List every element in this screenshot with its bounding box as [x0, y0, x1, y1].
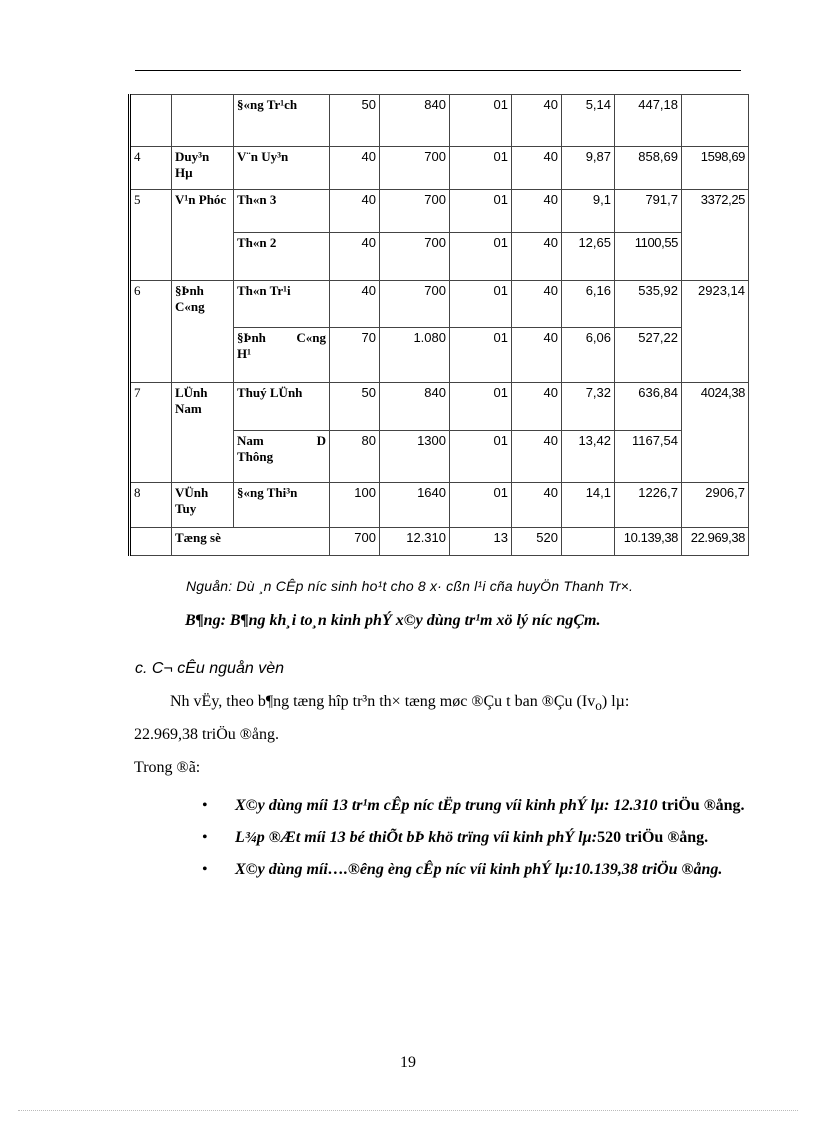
value-cell: 9,87	[562, 147, 615, 190]
value-cell: 840	[380, 383, 450, 431]
grand-total-cell: 22.969,38	[682, 528, 749, 556]
subtotal-cell: 1598,69	[682, 147, 749, 190]
subtotal-cell: 4024,38	[682, 383, 749, 483]
subtotal-cell	[682, 95, 749, 147]
row-number	[130, 95, 172, 147]
value-cell: 40	[512, 483, 562, 528]
row-number: 4	[130, 147, 172, 190]
page-edge	[18, 1110, 798, 1111]
bullet-text: X©y dùng míi….®êng èng cÊp níc víi kinh phÝ lµ:10.139,38 triÖu ®ång.	[235, 861, 723, 878]
location-cell: V¨n Uy³n	[234, 147, 330, 190]
location-word: §Þnh	[237, 330, 266, 345]
location-cell: Th«n Tr¹i	[234, 281, 330, 328]
value-cell: 1100,55	[615, 233, 682, 281]
bullet-text: X©y dùng míi 13 tr¹m cÊp níc tËp trung víi kinh phÝ lµ: 12.310	[235, 797, 658, 814]
location-word: H¹	[237, 346, 252, 361]
location-word: Thông	[237, 449, 274, 464]
value-cell: 700	[380, 147, 450, 190]
row-number: 6	[130, 281, 172, 383]
value-cell: 5,14	[562, 95, 615, 147]
paragraph-line: 22.969,38 triÖu ®ång.	[134, 726, 280, 743]
location-cell: Th«n 3	[234, 190, 330, 233]
value-cell: 01	[450, 328, 512, 383]
total-cell: 700	[330, 528, 380, 556]
value-cell: 40	[512, 281, 562, 328]
table-row	[130, 483, 749, 528]
total-cell: 520	[512, 528, 562, 556]
row-number: 8	[130, 483, 172, 528]
location-cell	[234, 431, 330, 483]
value-cell: 80	[330, 431, 380, 483]
value-cell: 40	[512, 328, 562, 383]
commune-cell: Duy³n Hµ	[172, 147, 234, 190]
total-cell: 12.310	[380, 528, 450, 556]
table-row	[130, 147, 749, 190]
paragraph-line	[170, 693, 629, 714]
header-rule	[135, 70, 741, 71]
value-cell: 700	[380, 281, 450, 328]
table-row	[130, 383, 749, 431]
value-cell: 40	[512, 383, 562, 431]
value-cell: 01	[450, 233, 512, 281]
value-cell: 01	[450, 190, 512, 233]
bullet-icon: •	[202, 829, 208, 846]
value-cell: 1640	[380, 483, 450, 528]
value-cell: 700	[380, 190, 450, 233]
value-cell: 40	[330, 147, 380, 190]
table-row	[130, 281, 749, 328]
paragraph-subscript: o	[595, 698, 602, 714]
value-cell: 01	[450, 147, 512, 190]
paragraph-line: Trong ®ã:	[134, 759, 201, 776]
list-item	[200, 854, 745, 886]
value-cell: 40	[330, 281, 380, 328]
value-cell: 535,92	[615, 281, 682, 328]
value-cell: 700	[380, 233, 450, 281]
value-cell: 7,32	[562, 383, 615, 431]
value-cell: 01	[450, 383, 512, 431]
location-word: D	[316, 433, 326, 448]
value-cell: 40	[512, 233, 562, 281]
paragraph-text: ) lµ:	[601, 693, 630, 710]
value-cell: 1300	[380, 431, 450, 483]
commune-cell: LÜnh Nam	[172, 383, 234, 483]
value-cell: 6,06	[562, 328, 615, 383]
location-cell: §«ng Thi³n	[234, 483, 330, 528]
value-cell: 40	[330, 190, 380, 233]
table-row	[130, 190, 749, 233]
location-cell: §«ng Tr¹ch	[234, 95, 330, 147]
value-cell: 13,42	[562, 431, 615, 483]
value-cell: 01	[450, 431, 512, 483]
total-cell: 10.139,38	[615, 528, 682, 556]
page-number: 19	[400, 1054, 416, 1071]
section-heading: c. C¬ cÊu nguån vèn	[135, 660, 284, 677]
value-cell: 636,84	[615, 383, 682, 431]
value-cell: 840	[380, 95, 450, 147]
value-cell: 40	[512, 190, 562, 233]
bullet-icon: •	[202, 861, 208, 878]
value-cell: 50	[330, 383, 380, 431]
value-cell: 6,16	[562, 281, 615, 328]
value-cell: 50	[330, 95, 380, 147]
location-cell: Thuý LÜnh	[234, 383, 330, 431]
list-item	[200, 790, 745, 822]
location-cell	[234, 328, 330, 383]
total-label: Tæng sè	[172, 528, 330, 556]
value-cell: 40	[330, 233, 380, 281]
subtotal-cell: 2923,14	[682, 281, 749, 383]
location-word: C«ng	[296, 330, 326, 345]
value-cell: 40	[512, 431, 562, 483]
value-cell: 70	[330, 328, 380, 383]
value-cell: 40	[512, 95, 562, 147]
commune-cell: V¹n Phóc	[172, 190, 234, 281]
value-cell: 858,69	[615, 147, 682, 190]
value-cell: 01	[450, 483, 512, 528]
value-cell: 791,7	[615, 190, 682, 233]
value-cell: 447,18	[615, 95, 682, 147]
total-cell: 13	[450, 528, 512, 556]
subtotal-cell: 2906,7	[682, 483, 749, 528]
table-total-row	[130, 528, 749, 556]
bullet-text: L¾p ®Æt míi 13 bé thiÕt bÞ khö trïng víi kinh phÝ lµ:	[235, 829, 598, 846]
paragraph-text: Nh vËy, theo b¶ng tæng hîp tr³n th× tæng møc ®Çu t ban ®Çu (Iv	[170, 693, 596, 710]
commune-cell	[172, 95, 234, 147]
value-cell: 1167,54	[615, 431, 682, 483]
value-cell: 527,22	[615, 328, 682, 383]
cost-estimate-table	[128, 94, 749, 556]
location-word: Nam	[237, 433, 264, 448]
list-item	[200, 822, 745, 854]
value-cell: 01	[450, 281, 512, 328]
bullet-list	[200, 790, 745, 886]
value-cell: 14,1	[562, 483, 615, 528]
value-cell: 01	[450, 95, 512, 147]
commune-cell: §Þnh C«ng	[172, 281, 234, 383]
bullet-icon: •	[202, 797, 208, 814]
value-cell: 1226,7	[615, 483, 682, 528]
value-cell: 40	[512, 147, 562, 190]
bullet-text: 520 triÖu ®ång.	[597, 829, 709, 846]
subtotal-cell: 3372,25	[682, 190, 749, 281]
value-cell: 100	[330, 483, 380, 528]
total-cell	[562, 528, 615, 556]
value-cell: 1.080	[380, 328, 450, 383]
table-source-note: Nguån: Dù ¸n CÊp níc sinh ho¹t cho 8 x· cßn l¹i cña huyÖn Thanh Tr×.	[186, 578, 634, 594]
location-cell: Th«n 2	[234, 233, 330, 281]
row-number: 5	[130, 190, 172, 281]
table-row	[130, 95, 749, 147]
value-cell: 9,1	[562, 190, 615, 233]
value-cell: 12,65	[562, 233, 615, 281]
bullet-text: triÖu ®ång.	[657, 797, 745, 814]
row-number: 7	[130, 383, 172, 483]
row-number	[130, 528, 172, 556]
commune-cell: VÜnh Tuy	[172, 483, 234, 528]
table-caption: B¶ng: B¶ng kh¸i to¸n kinh phÝ x©y dùng tr¹m xö lý níc ngÇm.	[185, 612, 601, 629]
